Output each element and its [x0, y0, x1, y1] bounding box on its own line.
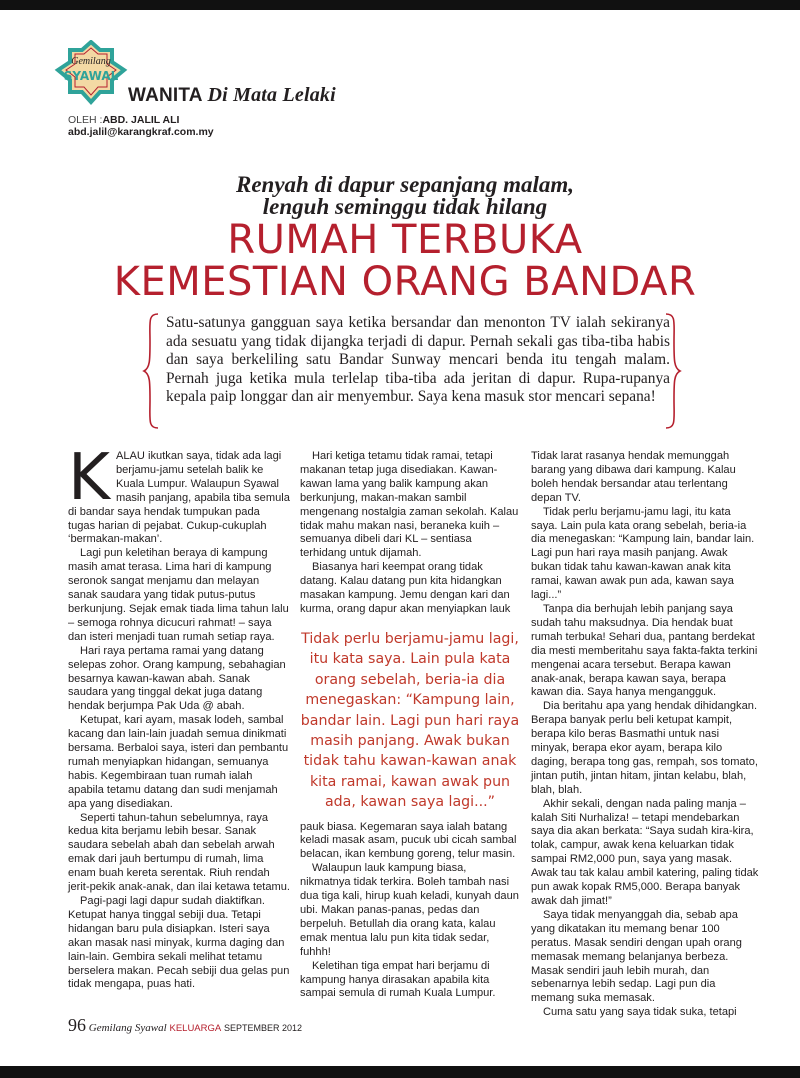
kicker-line-1: Renyah di dapur sepanjang malam,: [235, 172, 575, 197]
col3-paragraph-5: Akhir sekali, dengan nada paling manja – kalah Siti Nurhaliza! – tetapi mendebarkan saya dia akan berkata: “Saya sudah kira-kira, tolak, campur, awak kena keluarkan tidak sampai RM2,000 pun, saya yang masak. Awak tau tak kalau ambil katering, paling tidak pun awak kopak RM5,000. Berapa banyak awak dah jimat!”: [531, 797, 759, 907]
page-number: 96: [68, 1015, 86, 1035]
byline-author: ABD. JALIL ALI: [102, 114, 180, 126]
col2-paragraph-1: Hari ketiga tetamu tidak ramai, tetapi makanan tetap juga disediakan. Kawan-kawan lama yang balik kampung akan berkunjung, makan-makan sambil mengenang nostalgia zaman sekolah. Kalau tidak mahu makan nasi, beraneka kuih – semuanya dibeli dari KL – sentiasa terhidang untuk dijamah.: [300, 450, 519, 560]
page-footer: [68, 1015, 302, 1036]
top-border: [0, 0, 800, 10]
dropcap: K: [68, 441, 110, 515]
left-brace-icon: [142, 312, 160, 430]
col1-paragraph-1: ALAU ikutkan saya, tidak ada lagi berjamu-jamu setelah balik ke Kuala Lumpur. Walaupun Syawal masih panjang, apabila tiba semula di bandar saya hendak tumpukan pada tugas harian di pejabat. Cukup-cukuplah ‘bermakan-makan’.: [68, 450, 290, 546]
logo-line-1: Gemilang: [71, 56, 111, 67]
col1-paragraph-5: Seperti tahun-tahun sebelumnya, raya kedua kita berjamu lebih besar. Sanak saudara sebelah abah dan sebelah arwah emak dari jauh bertumpu di rumah, lima enam buah kereta serentak. Riuh rendah jerit-pekik anak-anak, dan ilai ketawa tetamu.: [68, 811, 290, 894]
col2-paragraph-4: Walaupun lauk kampung biasa, nikmatnya tidak terkira. Boleh tambah nasi dua tiga kali, hirup kuah keladi, kunyah daun ubi. Makan panas-panas, pedas dan berpeluh. Betullah dia orang kata, kalau emak mentua lalu pun kita tidak sedar, fuhhh!: [300, 862, 519, 958]
col2-paragraph-5: Keletihan tiga empat hari berjamu di kampung hanya dirasakan apabila kita sampai semula di rumah Kuala Lumpur.: [300, 959, 496, 1000]
gemilang-syawal-logo-icon: [54, 40, 128, 106]
col3-paragraph-1: Tidak larat rasanya hendak memunggah barang yang dibawa dari kampung. Kalau boleh hendak bersandar atau terlentang depan TV.: [531, 450, 736, 504]
body-column-1: [68, 441, 290, 992]
bottom-border: [0, 1066, 800, 1078]
body-column-3: [531, 450, 759, 1020]
col3-paragraph-3: Tanpa dia berhujah lebih panjang saya sudah tahu maksudnya. Dia hendak buat rumah terbuka! Sehari dua, pantang berdekat dia mesti memberitahu saya fakta-fakta terkini mengenai acara tersebut. Berapa kawan anak-anak, berapa kawan saya, berapa kawan dia. Saya hanya mengangguk.: [531, 602, 758, 699]
footer-magazine: Gemilang Syawal: [88, 1022, 167, 1034]
section-title: [128, 84, 336, 107]
col3-paragraph-4: Dia beritahu apa yang hendak dihidangkan. Berapa banyak perlu beli ketupat kampit, berapa kilo beras Basmathi untuk nasi minyak, berapa ekor ayam, berapa kilo daging, berapa tong gas, rempah, sos tomato, jintan putih, jintan hitam, jintan kelabu, blah, blah, blah.: [531, 700, 758, 796]
col2-paragraph-3: pauk biasa. Kegemaran saya ialah batang keladi masak asam, pucuk ubi cicah sambal belacan, ikan kembung goreng, telur masin.: [300, 820, 517, 861]
section-title-italic: Di Mata Lelaki: [207, 84, 336, 106]
col1-paragraph-4: Ketupat, kari ayam, masak lodeh, sambal kacang dan lain-lain juadah semua dinikmati bersama. Berbaloi saya, isteri dan pembantu rumah menyiapkan hidangan, semuanya habis. Kegembiraan tuan rumah ialah apabila tetamu datang dan sudi menjamah apa yang disediakan.: [68, 714, 289, 810]
col1-paragraph-6: Pagi-pagi lagi dapur sudah diaktifkan. Ketupat hanya tinggal sebiji dua. Tetapi hidangan baru pula disiapkan. Isteri saya akan masak nasi minyak, kurma daging dan lain-lain. Gembira sekali melihat tetamu berselera makan. Pecah sebiji dua gelas pun tidak mengapa, puas hati.: [68, 895, 290, 991]
section-title-bold: WANITA: [128, 85, 203, 106]
lead-paragraph: Satu-satunya gangguan saya ketika bersandar dan menonton TV ialah sekiranya ada sesuatu yang tidak dijangka terjadi di dapur. Pernah sekali gas tiba-tiba habis dan saya berkeliling satu Bandar Sunway mencari benda itu tengah malam. Pernah juga ketika mula terlelap tiba-tiba ada jeritan di dapur. Rupa-rupanya kepala paip longgar dan air menyembur. Saya kena masuk stor mencari sepana!: [166, 314, 670, 406]
footer-date: SEPTEMBER 2012: [224, 1023, 303, 1033]
col3-paragraph-7: Cuma satu yang saya tidak suka, tetapi: [543, 1006, 737, 1019]
byline-email: abd.jalil@karangkraf.com.my: [68, 126, 214, 138]
byline: [68, 114, 214, 138]
right-brace-icon: [664, 312, 682, 430]
headline-line-2: KEMESTIAN ORANG BANDAR: [113, 259, 697, 305]
byline-label: OLEH :: [68, 114, 103, 126]
body-column-2: [300, 450, 520, 1001]
lead-block: [142, 312, 682, 430]
col1-paragraph-3: Hari raya pertama ramai yang datang selepas zohor. Orang kampung, sebahagian besarnya kawan-kawan abah. Sanak saudara yang tinggal dekat juga datang hendak berjumpa Pak Uda @ abah.: [68, 644, 286, 713]
col2-paragraph-2: Biasanya hari keempat orang tidak datang. Kalau datang pun kita hidangkan masakan kampung. Jemu dengan kari dan kurma, orang dapur akan menyiapkan lauk: [300, 561, 511, 615]
col1-paragraph-2: Lagi pun keletihan beraya di kampung masih amat terasa. Lima hari di kampung seronok sangat menjamu dan melayan sanak saudara yang tidak putus-putus berkunjung. Sejak emak tiada lima tahun lalu – semoga rohnya dicucuri rahmat! – saya dan isteri menjadi tuan rumah setiap raya.: [68, 547, 289, 643]
col3-paragraph-2: Tidak perlu berjamu-jamu lagi, itu kata saya. Lain pula kata orang sebelah, beria-ia dia menegaskan: “Kampung lain, bandar lain. Lagi pun hari raya masih panjang. Awak bukan tidak tahu kawan-kawan anak kita ramai, kawan awak pun ada, kawan saya lagi...”: [531, 505, 755, 602]
col3-paragraph-6: Saya tidak menyanggah dia, sebab apa yang dikatakan itu memang benar 100 peratus. Masak sendiri dengan upah orang memasak memang belanjanya berbeza. Masak sendiri jauh lebih murah, dan sebenarnya lebih sedap. Lagi pun dia memang suka memasak.: [531, 908, 742, 1005]
logo-line-2: SYAWAL: [63, 69, 119, 83]
pull-quote: Tidak perlu berjamu-jamu lagi, itu kata saya. Lain pula kata orang sebelah, beria-ia dia menegaskan: “Kampung lain, bandar lain. Lagi pun hari raya masih panjang. Awak bukan tidak tahu kawan-kawan anak kita ramai, kawan awak pun ada, kawan saya lagi...”: [300, 630, 520, 811]
kicker-line-2: lenguh seminggu tidak hilang: [262, 194, 548, 219]
footer-rubric: KELUARGA: [169, 1023, 222, 1034]
headline-line-1: RUMAH TERBUKA: [227, 217, 583, 263]
